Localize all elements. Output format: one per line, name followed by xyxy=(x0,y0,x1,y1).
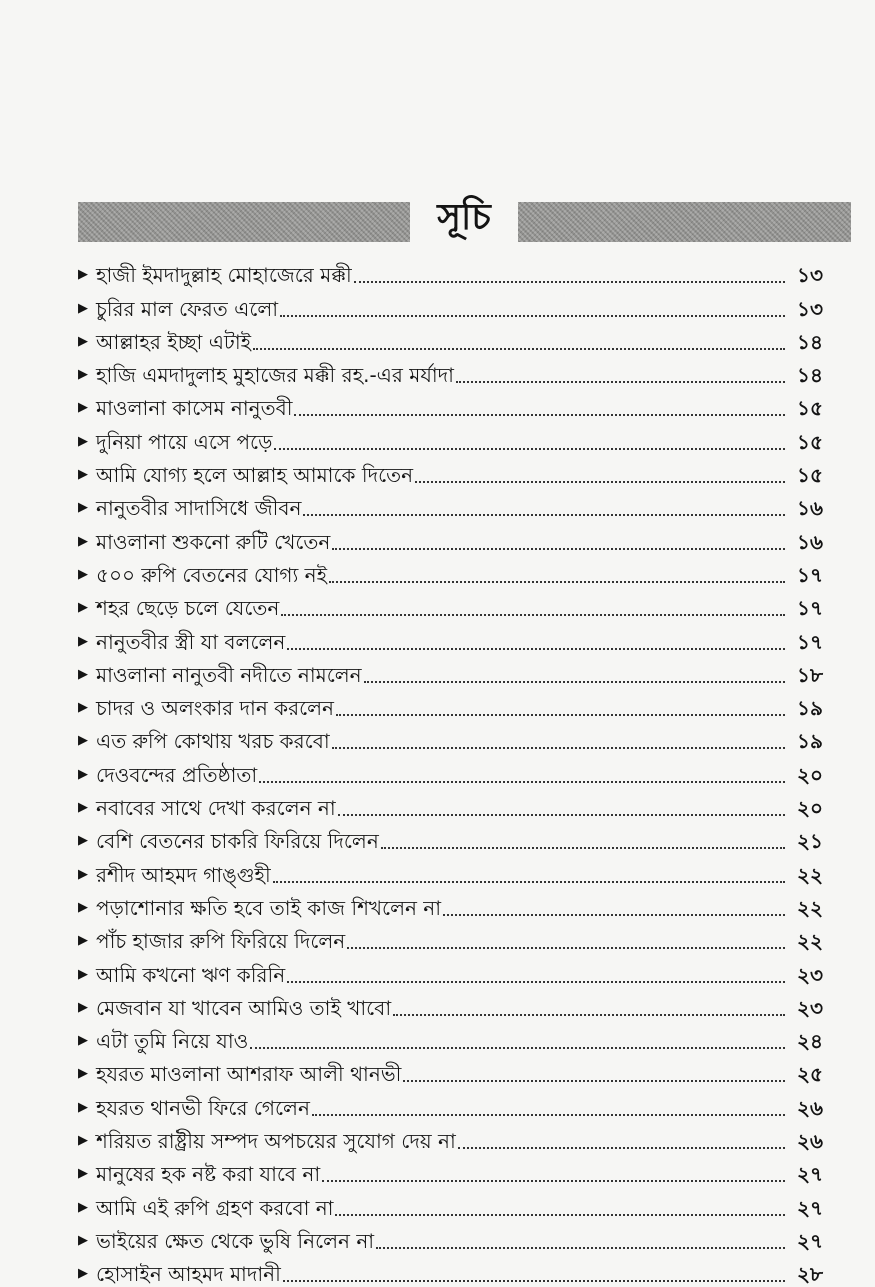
toc-entry[interactable] xyxy=(78,688,823,721)
toc-entry[interactable] xyxy=(78,921,823,954)
toc-entry-page-number: ১৭ xyxy=(797,629,823,654)
toc-entry-title: হযরত থানভী ফিরে গেলেন xyxy=(96,1095,310,1120)
toc-entry-title: এটা তুমি নিয়ে যাও xyxy=(96,1029,249,1054)
toc-entry-page-number: ১৭ xyxy=(797,562,823,587)
toc-entry-page-number: ২৬ xyxy=(796,1095,823,1120)
bullet-triangle-icon: ▶ xyxy=(78,566,88,582)
toc-entry-page-number: ২৫ xyxy=(797,1062,823,1087)
dotted-leader xyxy=(381,847,785,849)
dotted-leader xyxy=(322,1180,785,1182)
toc-entry-title: নানুতবীর স্ত্রী যা বললেন xyxy=(96,629,286,654)
dotted-leader xyxy=(259,781,785,783)
dotted-leader xyxy=(274,448,785,450)
toc-entry-page-number: ১৮ xyxy=(797,662,823,687)
toc-entry[interactable] xyxy=(78,1021,823,1054)
toc-entry-title: আল্লাহর ইচ্ছা এটাই xyxy=(96,329,252,354)
toc-entry[interactable] xyxy=(78,1054,823,1087)
bullet-triangle-icon: ▶ xyxy=(78,1033,88,1049)
toc-entry-page-number: ২৭ xyxy=(796,1195,823,1220)
toc-entry[interactable] xyxy=(78,854,823,887)
dotted-leader xyxy=(287,648,785,650)
toc-entry-page-number: ২৪ xyxy=(797,1029,823,1054)
bullet-triangle-icon: ▶ xyxy=(78,999,88,1015)
toc-entry[interactable] xyxy=(78,588,823,621)
toc-entry-title: এত রুপি কোথায় খরচ করবো xyxy=(96,729,330,754)
toc-entry-page-number: ২২ xyxy=(796,929,823,954)
dotted-leader xyxy=(332,548,785,550)
toc-entry-title: মাওলানা কাসেম নানুতবী xyxy=(96,396,293,421)
toc-entry-title: শরিয়ত রাষ্ট্রীয় সম্পদ অপচয়ের সুযোগ দেয় না xyxy=(96,1129,456,1154)
toc-entry-page-number: ১৯ xyxy=(797,729,823,754)
dotted-leader xyxy=(280,315,785,317)
toc-entry-page-number: ১৫ xyxy=(797,463,823,488)
toc-entry[interactable] xyxy=(78,355,823,388)
bullet-triangle-icon: ▶ xyxy=(78,333,88,349)
toc-entry[interactable] xyxy=(78,555,823,588)
header-left-shaded-bar xyxy=(78,202,410,242)
toc-entry-title: পড়াশোনার ক্ষতি হবে তাই কাজ শিখলেন না xyxy=(96,895,442,920)
dotted-leader xyxy=(415,481,785,483)
toc-entry-page-number: ১৩ xyxy=(797,296,823,321)
toc-entry[interactable] xyxy=(78,521,823,554)
toc-entry-page-number: ১৩ xyxy=(797,263,823,288)
toc-entry[interactable] xyxy=(78,988,823,1021)
dotted-leader xyxy=(273,881,785,883)
toc-entry-page-number: ২৩ xyxy=(796,995,823,1020)
toc-entry[interactable] xyxy=(78,255,823,288)
toc-entry[interactable] xyxy=(78,788,823,821)
toc-entry-page-number: ১৬ xyxy=(797,496,823,521)
dotted-leader xyxy=(294,414,785,416)
toc-entry-page-number: ১৫ xyxy=(797,429,823,454)
bullet-triangle-icon: ▶ xyxy=(78,1232,88,1248)
toc-entry-page-number: ২৭ xyxy=(796,1162,823,1187)
dotted-leader xyxy=(287,981,785,983)
bullet-triangle-icon: ▶ xyxy=(78,1199,88,1215)
bullet-triangle-icon: ▶ xyxy=(78,766,88,782)
toc-entry-title: আমি কখনো ঋণ করিনি xyxy=(96,962,286,987)
toc-entry-title: হাজি এমদাদুলাহ মুহাজের মক্কী রহ.-এর মর্যাদা xyxy=(96,363,454,388)
toc-entry-page-number: ১৯ xyxy=(797,696,823,721)
toc-entry[interactable] xyxy=(78,455,823,488)
bullet-triangle-icon: ▶ xyxy=(78,899,88,915)
toc-entry-title: পাঁচ হাজার রুপি ফিরিয়ে দিলেন xyxy=(96,929,346,954)
bullet-triangle-icon: ▶ xyxy=(78,1099,88,1115)
table-of-contents xyxy=(78,255,823,1287)
toc-entry[interactable] xyxy=(78,888,823,921)
toc-entry-page-number: ২২ xyxy=(796,862,823,887)
toc-entry-page-number: ২৩ xyxy=(796,962,823,987)
toc-entry-page-number: ২৮ xyxy=(797,1262,823,1287)
toc-entry-page-number: ১৪ xyxy=(797,363,823,388)
dotted-leader xyxy=(335,1214,785,1216)
toc-entry[interactable] xyxy=(78,621,823,654)
dotted-leader xyxy=(338,814,785,816)
toc-header xyxy=(78,188,851,246)
toc-entry-page-number: ১৪ xyxy=(797,329,823,354)
toc-entry-title: চুরির মাল ফেরত এলো xyxy=(96,296,279,321)
bullet-triangle-icon: ▶ xyxy=(78,800,88,816)
toc-entry-title: হাজী ইমদাদুল্লাহ মোহাজেরে মক্কী xyxy=(96,263,352,288)
toc-entry-title: দুনিয়া পায়ে এসে পড়ে xyxy=(96,429,273,454)
bullet-triangle-icon: ▶ xyxy=(78,367,88,383)
toc-entry[interactable] xyxy=(78,1154,823,1187)
dotted-leader xyxy=(281,614,785,616)
toc-entry-title: মানুষের হক নষ্ট করা যাবে না xyxy=(96,1162,321,1187)
bullet-triangle-icon: ▶ xyxy=(78,600,88,616)
toc-entry-page-number: ২৭ xyxy=(796,1228,823,1253)
toc-entry[interactable] xyxy=(78,388,823,421)
toc-entry[interactable] xyxy=(78,655,823,688)
toc-entry-title: বেশি বেতনের চাকরি ফিরিয়ে দিলেন xyxy=(96,829,379,854)
dotted-leader xyxy=(329,581,785,583)
dotted-leader xyxy=(250,1047,785,1049)
dotted-leader xyxy=(376,1247,785,1249)
bullet-triangle-icon: ▶ xyxy=(78,933,88,949)
toc-entry-title: মেজবান যা খাবেন আমিও তাই খাবো xyxy=(96,995,392,1020)
toc-entry[interactable] xyxy=(78,1221,823,1254)
bullet-triangle-icon: ▶ xyxy=(78,966,88,982)
dotted-leader xyxy=(347,947,785,949)
bullet-triangle-icon: ▶ xyxy=(78,300,88,316)
toc-entry-title: মাওলানা নানুতবী নদীতে নামলেন xyxy=(96,662,362,687)
toc-entry[interactable] xyxy=(78,1254,823,1287)
toc-entry[interactable] xyxy=(78,322,823,355)
toc-entry-title: দেওবন্দের প্রতিষ্ঠাতা xyxy=(96,762,258,787)
bullet-triangle-icon: ▶ xyxy=(78,400,88,416)
toc-entry[interactable] xyxy=(78,488,823,521)
dotted-leader xyxy=(393,1014,785,1016)
bullet-triangle-icon: ▶ xyxy=(78,433,88,449)
bullet-triangle-icon: ▶ xyxy=(78,633,88,649)
dotted-leader xyxy=(283,1280,785,1282)
dotted-leader xyxy=(253,348,785,350)
toc-entry-title: নবাবের সাথে দেখা করলেন না xyxy=(96,796,336,821)
dotted-leader xyxy=(443,914,785,916)
toc-entry[interactable] xyxy=(78,1187,823,1220)
toc-entry-title: আমি এই রুপি গ্রহণ করবো না xyxy=(96,1195,334,1220)
toc-entry-page-number: ২২ xyxy=(796,895,823,920)
toc-entry-page-number: ১৬ xyxy=(797,529,823,554)
toc-entry[interactable] xyxy=(78,754,823,787)
toc-entry[interactable] xyxy=(78,421,823,454)
bullet-triangle-icon: ▶ xyxy=(78,700,88,716)
dotted-leader xyxy=(458,1147,785,1149)
dotted-leader xyxy=(336,714,785,716)
toc-entry[interactable] xyxy=(78,1087,823,1120)
toc-entry-title: হযরত মাওলানা আশরাফ আলী থানভী xyxy=(96,1062,402,1087)
header-right-shaded-bar xyxy=(518,202,851,242)
bullet-triangle-icon: ▶ xyxy=(78,267,88,283)
dotted-leader xyxy=(403,1080,785,1082)
bullet-triangle-icon: ▶ xyxy=(78,1066,88,1082)
toc-entry[interactable] xyxy=(78,954,823,987)
toc-entry[interactable] xyxy=(78,1121,823,1154)
toc-entry-title: হোসাইন আহমদ মাদানী xyxy=(96,1262,281,1287)
bullet-triangle-icon: ▶ xyxy=(78,866,88,882)
toc-entry-title: রশীদ আহমদ গাঙ্গুহী xyxy=(96,862,271,887)
toc-entry[interactable] xyxy=(78,821,823,854)
dotted-leader xyxy=(364,681,785,683)
bullet-triangle-icon: ▶ xyxy=(78,666,88,682)
bullet-triangle-icon: ▶ xyxy=(78,533,88,549)
toc-entry-title: ৫০০ রুপি বেতনের যোগ্য নই xyxy=(96,562,327,587)
toc-entry-page-number: ২০ xyxy=(796,762,823,787)
dotted-leader xyxy=(312,1114,785,1116)
toc-entry-title: ভাইয়ের ক্ষেত থেকে ভুষি নিলেন না xyxy=(96,1228,375,1253)
toc-entry-title: আমি যোগ্য হলে আল্লাহ আমাকে দিতেন xyxy=(96,463,414,488)
toc-entry-page-number: ২০ xyxy=(796,796,823,821)
toc-entry-page-number: ২৬ xyxy=(796,1129,823,1154)
bullet-triangle-icon: ▶ xyxy=(78,833,88,849)
toc-entry-title: মাওলানা শুকনো রুটি খেতেন xyxy=(96,529,331,554)
bullet-triangle-icon: ▶ xyxy=(78,467,88,483)
toc-entry-page-number: ১৫ xyxy=(797,396,823,421)
bullet-triangle-icon: ▶ xyxy=(78,1266,88,1282)
toc-entry-title: চাদর ও অলংকার দান করলেন xyxy=(96,696,334,721)
dotted-leader xyxy=(456,381,785,383)
dotted-leader xyxy=(303,514,785,516)
dotted-leader xyxy=(354,281,785,283)
bullet-triangle-icon: ▶ xyxy=(78,1133,88,1149)
bullet-triangle-icon: ▶ xyxy=(78,733,88,749)
page-title: সূচি xyxy=(437,196,491,238)
toc-entry[interactable] xyxy=(78,721,823,754)
toc-entry-page-number: ২১ xyxy=(797,829,823,854)
toc-entry[interactable] xyxy=(78,288,823,321)
bullet-triangle-icon: ▶ xyxy=(78,500,88,516)
dotted-leader xyxy=(332,747,785,749)
toc-entry-title: নানুতবীর সাদাসিধে জীবন xyxy=(96,496,302,521)
toc-entry-page-number: ১৭ xyxy=(797,596,823,621)
toc-entry-title: শহর ছেড়ে চলে যেতেন xyxy=(96,596,280,621)
bullet-triangle-icon: ▶ xyxy=(78,1166,88,1182)
